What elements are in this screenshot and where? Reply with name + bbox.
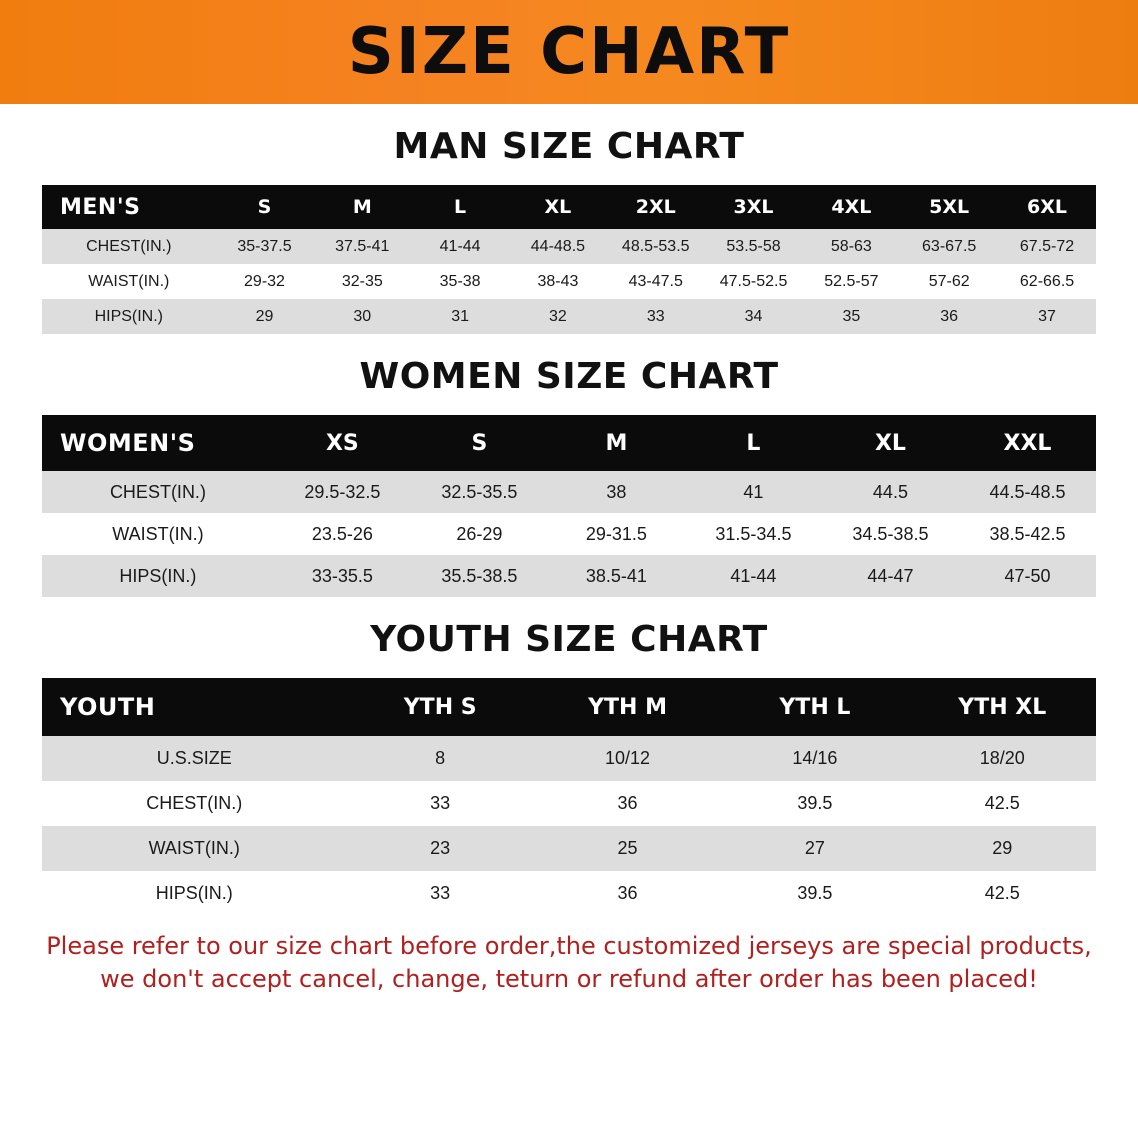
table-row [42,299,1096,334]
men-row-1-cell-0: 29-32 [216,264,314,299]
youth-row-2-label: WAIST(IN.) [42,826,347,871]
men-size-table [42,185,1096,334]
youth-header-cell-4: YTH XL [909,678,1096,736]
youth-header-cell-3: YTH L [721,678,908,736]
youth-row-3-cell-1: 36 [534,871,721,916]
women-row-1-cell-5: 38.5-42.5 [959,513,1096,555]
women-row-2-cell-1: 35.5-38.5 [411,555,548,597]
women-header-cell-5: XL [822,415,959,471]
men-header-cell-9: 6XL [998,185,1096,229]
women-row-0-cell-2: 38 [548,471,685,513]
youth-row-3-label: HIPS(IN.) [42,871,347,916]
men-row-1-cell-2: 35-38 [411,264,509,299]
women-row-0-cell-1: 32.5-35.5 [411,471,548,513]
women-row-0-cell-0: 29.5-32.5 [274,471,411,513]
women-row-0-cell-4: 44.5 [822,471,959,513]
table-row [42,736,1096,781]
women-section-heading: WOMEN SIZE CHART [359,356,779,397]
men-table-wrapper [42,185,1096,334]
men-section-heading: MAN SIZE CHART [393,126,745,167]
youth-table-wrapper [42,678,1096,916]
women-row-2-label: HIPS(IN.) [42,555,274,597]
youth-row-1-cell-1: 36 [534,781,721,826]
youth-row-2-cell-0: 23 [347,826,534,871]
women-row-1-cell-3: 31.5-34.5 [685,513,822,555]
women-header-cell-1: XS [274,415,411,471]
notice-line-1: Please refer to our size chart before order,the customized jerseys are special products, [46,932,1092,960]
women-row-2-cell-4: 44-47 [822,555,959,597]
page-banner [0,0,1138,104]
table-row [42,826,1096,871]
men-row-2-cell-2: 31 [411,299,509,334]
men-header-cell-8: 5XL [900,185,998,229]
table-row [42,871,1096,916]
men-header-row [42,185,1096,229]
youth-row-0-cell-3: 18/20 [909,736,1096,781]
women-header-cell-6: XXL [959,415,1096,471]
men-row-2-cell-4: 33 [607,299,705,334]
youth-section-heading: YOUTH SIZE CHART [370,619,768,660]
women-row-2-cell-3: 41-44 [685,555,822,597]
women-header-cell-3: M [548,415,685,471]
youth-row-3-cell-0: 33 [347,871,534,916]
order-policy-notice [40,930,1098,996]
youth-row-2-cell-3: 29 [909,826,1096,871]
page-title: SIZE CHART [347,15,791,89]
youth-row-1-cell-3: 42.5 [909,781,1096,826]
women-row-0-cell-5: 44.5-48.5 [959,471,1096,513]
women-row-2-cell-5: 47-50 [959,555,1096,597]
women-row-1-cell-1: 26-29 [411,513,548,555]
women-row-1-label: WAIST(IN.) [42,513,274,555]
men-row-2-cell-8: 37 [998,299,1096,334]
notice-line-2: we don't accept cancel, change, teturn or refund after order has been placed! [100,965,1038,994]
women-row-2-cell-2: 38.5-41 [548,555,685,597]
men-header-cell-4: XL [509,185,607,229]
women-header-cell-4: L [685,415,822,471]
women-header-row [42,415,1096,471]
youth-row-0-cell-2: 14/16 [721,736,908,781]
men-row-0-cell-8: 67.5-72 [998,229,1096,264]
men-row-0-cell-1: 37.5-41 [313,229,411,264]
men-row-1-label: WAIST(IN.) [42,264,216,299]
men-row-0-cell-0: 35-37.5 [216,229,314,264]
youth-header-cell-0: YOUTH [42,678,347,736]
men-row-1-cell-6: 52.5-57 [802,264,900,299]
men-header-cell-1: S [216,185,314,229]
youth-row-1-cell-0: 33 [347,781,534,826]
women-row-2-cell-0: 33-35.5 [274,555,411,597]
women-table-wrapper [42,415,1096,597]
youth-size-table [42,678,1096,916]
youth-row-0-cell-0: 8 [347,736,534,781]
table-row [42,513,1096,555]
men-row-0-cell-3: 44-48.5 [509,229,607,264]
table-row [42,229,1096,264]
men-row-2-cell-0: 29 [216,299,314,334]
table-row [42,555,1096,597]
men-row-2-label: HIPS(IN.) [42,299,216,334]
men-row-0-cell-7: 63-67.5 [900,229,998,264]
youth-header-cell-2: YTH M [534,678,721,736]
women-size-table [42,415,1096,597]
table-row [42,471,1096,513]
men-row-1-cell-4: 43-47.5 [607,264,705,299]
men-row-2-cell-7: 36 [900,299,998,334]
youth-header-row [42,678,1096,736]
women-header-cell-0: WOMEN'S [42,415,274,471]
men-row-1-cell-5: 47.5-52.5 [705,264,803,299]
men-row-0-cell-6: 58-63 [802,229,900,264]
youth-row-0-label: U.S.SIZE [42,736,347,781]
men-row-0-cell-2: 41-44 [411,229,509,264]
women-row-1-cell-2: 29-31.5 [548,513,685,555]
youth-row-1-cell-2: 39.5 [721,781,908,826]
table-row [42,781,1096,826]
men-row-1-cell-3: 38-43 [509,264,607,299]
men-row-0-cell-5: 53.5-58 [705,229,803,264]
men-row-2-cell-3: 32 [509,299,607,334]
men-header-cell-3: L [411,185,509,229]
youth-row-3-cell-2: 39.5 [721,871,908,916]
men-row-0-label: CHEST(IN.) [42,229,216,264]
youth-row-2-cell-2: 27 [721,826,908,871]
men-header-cell-2: M [313,185,411,229]
youth-row-2-cell-1: 25 [534,826,721,871]
men-row-2-cell-1: 30 [313,299,411,334]
men-row-2-cell-6: 35 [802,299,900,334]
men-row-1-cell-7: 57-62 [900,264,998,299]
men-row-2-cell-5: 34 [705,299,803,334]
women-row-0-cell-3: 41 [685,471,822,513]
men-row-0-cell-4: 48.5-53.5 [607,229,705,264]
men-row-1-cell-8: 62-66.5 [998,264,1096,299]
men-header-cell-6: 3XL [705,185,803,229]
men-header-cell-5: 2XL [607,185,705,229]
youth-row-0-cell-1: 10/12 [534,736,721,781]
youth-row-1-label: CHEST(IN.) [42,781,347,826]
women-row-1-cell-0: 23.5-26 [274,513,411,555]
youth-header-cell-1: YTH S [347,678,534,736]
table-row [42,264,1096,299]
men-header-cell-7: 4XL [802,185,900,229]
women-row-1-cell-4: 34.5-38.5 [822,513,959,555]
women-header-cell-2: S [411,415,548,471]
men-header-cell-0: MEN'S [42,185,216,229]
men-row-1-cell-1: 32-35 [313,264,411,299]
youth-row-3-cell-3: 42.5 [909,871,1096,916]
women-row-0-label: CHEST(IN.) [42,471,274,513]
